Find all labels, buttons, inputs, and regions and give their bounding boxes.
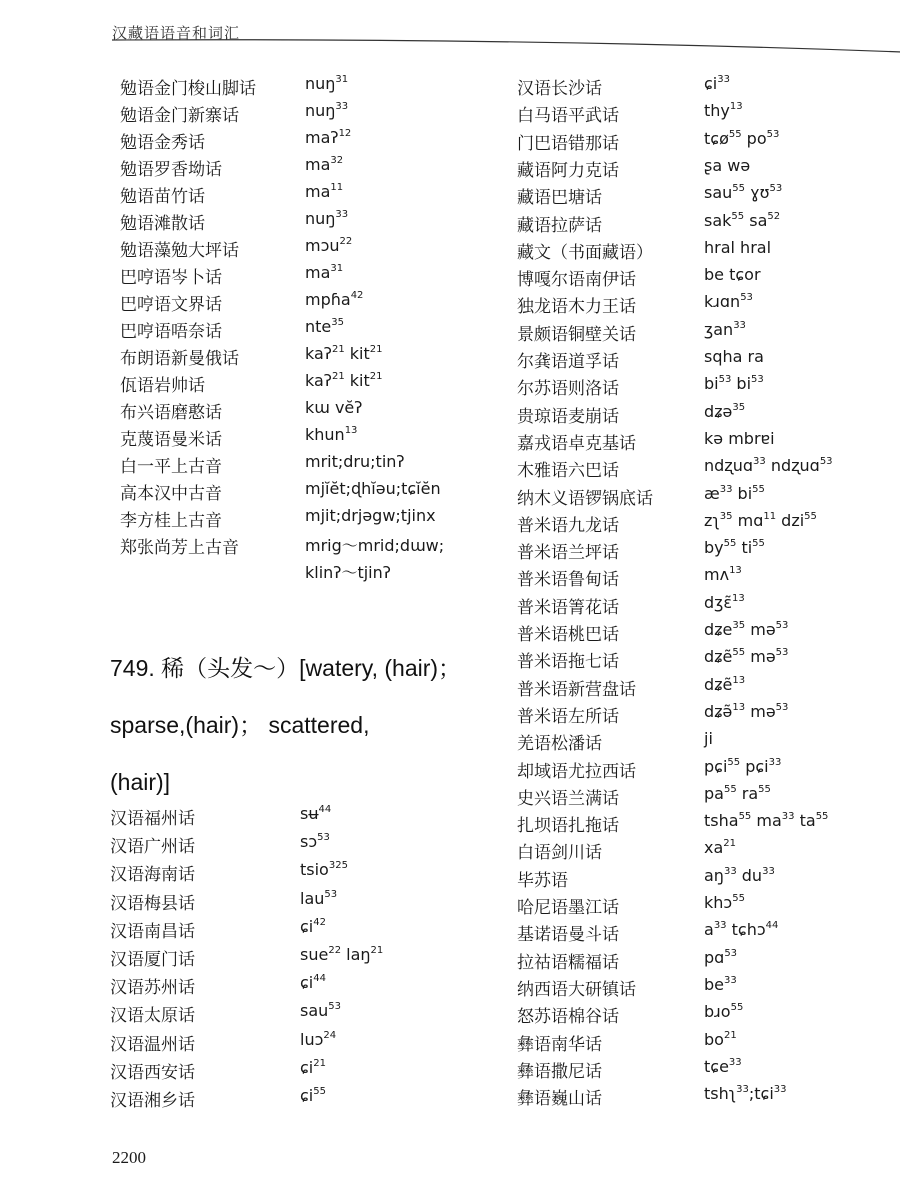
page-number: 2200 [112,1148,146,1167]
dialect-name: 汉语福州话 [110,809,195,828]
phonetic-form: bɹo$^{55}$ [704,1002,744,1022]
phonetic-form: $xa^{21}$ [704,838,737,858]
phonetic-form: tɕø$^{55}$ $po^{53}$ [704,128,780,148]
dialect-name: 却域语尤拉西话 [517,761,636,781]
phonetic-form: zʅ$^{35}$ mɑ$^{11}$ dzi$^{55}$ [704,510,817,530]
dialect-name: 彝语撒尼话 [517,1061,602,1081]
phonetic-form: nuŋ$^{33}$ [305,209,349,228]
dialect-name: 汉语太原话 [110,1006,195,1026]
dialect-name: 普米语箐花话 [517,597,619,617]
dialect-name: 博嘎尔语南伊话 [517,270,636,290]
dialect-name: 彝语南华话 [517,1034,602,1054]
phonetic-form: sʉ$^{44}$ [300,804,332,823]
phonetic-form: $bi^{53}$ $bi^{53}$ [704,374,764,394]
dialect-name: 羌语松潘话 [517,734,602,754]
dialect-name: 汉语温州话 [110,1034,195,1054]
dialect-name: 普米语鲁甸话 [517,570,619,590]
dialect-name: 巴哼语岑卜话 [120,268,222,287]
dialect-name: 白马语平武话 [517,106,619,126]
phonetic-form: mjĭĕt;ɖhĭəu;tɕĭĕn [305,479,441,498]
phonetic-form: mɔu$^{22}$ [305,236,353,255]
dialect-name: 勉语金秀话 [120,133,205,152]
phonetic-form: tsio$^{325}$ [300,860,348,880]
dialect-name: 藏语阿力克话 [517,160,619,180]
dialect-name: 克蔑语曼米话 [120,430,222,449]
entry-head-char: 稀（头发～） [161,655,300,681]
dialect-name: 普米语拖七话 [517,652,619,672]
phonetic-form: $by^{55}$ $ti^{55}$ [704,538,765,558]
dialect-name: 基诺语曼斗话 [517,925,619,945]
phonetic-form: mpɦa$^{42}$ [305,290,364,309]
dialect-name: 布兴语磨憨话 [120,403,222,422]
header-rule [112,34,900,54]
phonetic-form: $pa^{55}$ $ra^{55}$ [704,783,771,803]
phonetic-form: tshʅ$^{33}$;tɕi$^{33}$ [704,1084,787,1104]
dialect-name: 汉语厦门话 [110,950,195,969]
dialect-name: 藏文（书面藏语） [517,242,653,262]
dialect-name: 汉语苏州话 [110,978,195,998]
phonetic-form: sak$^{55}$ $sa^{52}$ [704,210,781,230]
dialect-name: 汉语长沙话 [517,79,602,98]
dialect-name: 巴哼语文界话 [120,295,222,314]
phonetic-form: ʂa wə [704,155,751,175]
dialect-name: 李方桂上古音 [120,511,222,530]
dialect-name: 普米语桃巴话 [517,625,619,644]
dialect-name: 高本汉中古音 [120,484,222,503]
dialect-name: 勉语罗香坳话 [120,160,222,179]
dialect-name: 尔龚语道孚话 [517,352,619,371]
phonetic-form: kaʔ$^{21}$ kit$^{21}$ [305,344,383,363]
phonetic-form: hral hral [704,237,772,257]
phonetic-form: ɕi$^{44}$ [300,973,326,993]
dialect-name: 毕苏语 [517,870,568,890]
phonetic-form: nte$^{35}$ [305,317,344,336]
phonetic-form: sau$^{55}$ ɣʊ$^{53}$ [704,183,783,203]
phonetic-form: sau$^{53}$ [300,1001,342,1021]
entry-heading: 749. 稀（头发～）[watery, (hair)； sparse,(hair)； scattered, (hair)] [110,655,462,795]
dialect-name: 勉语苗竹话 [120,187,205,206]
phonetic-form: $ma^{32}$ [305,155,344,174]
phonetic-form: dʑə̃$^{13}$ mə$^{53}$ [704,701,789,721]
phonetic-form: sue$^{22}$ laŋ$^{21}$ [300,945,384,964]
dialect-name: 郑张尚芳上古音 [120,538,239,557]
dialect-name: 普米语左所话 [517,706,619,726]
phonetic-form: dʒɛ̃$^{13}$ [704,592,745,612]
phonetic-form: sɔ$^{53}$ [300,832,330,852]
phonetic-form: $æ^{33}$ $bi^{55}$ [704,483,765,503]
phonetic-form: pɑ$^{53}$ [704,947,738,967]
dialect-name: 扎坝语扎拖话 [517,816,619,836]
dialect-name: 汉语广州话 [110,837,195,857]
phonetic-form: lau$^{53}$ [300,888,338,908]
dialect-name: 贵琼语麦崩话 [517,406,619,426]
dialect-name: 布朗语新曼俄话 [120,349,239,368]
dialect-name: 藏语拉萨话 [517,215,602,235]
dialect-name: 普米语新营盘话 [517,679,636,699]
phonetic-form: ji [704,729,713,749]
dialect-name: 纳木义语锣锅底话 [517,488,653,508]
dialect-name: 巴哼语唔奈话 [120,322,222,341]
dialect-name: 普米语九龙话 [517,515,619,535]
dialect-name: 佤语岩帅话 [120,376,205,395]
phonetic-form: $be^{33}$ [704,974,737,994]
phonetic-form: $ma^{31}$ [305,263,344,282]
dialect-name: 藏语巴塘话 [517,188,602,208]
dialect-name: 汉语海南话 [110,865,195,885]
phonetic-form: ɕi$^{21}$ [300,1057,326,1077]
phonetic-form: kə mbrɐi [704,428,775,448]
dialect-name: 汉语梅县话 [110,893,195,913]
phonetic-form: khun$^{13}$ [305,425,358,444]
phonetic-form: be tɕor [704,265,761,285]
phonetic-form: tsha$^{55}$ $ma^{33}$ $ta^{55}$ [704,811,829,831]
dialect-name: 勉语金门新寨话 [120,106,239,125]
dialect-name: 汉语湘乡话 [110,1091,195,1110]
dialect-name: 木雅语六巴话 [517,461,619,481]
phonetic-form: dʑẽ$^{55}$ mə$^{53}$ [704,647,789,667]
dialect-name: 勉语藻勉大坪话 [120,241,239,260]
dialect-name: 勉语滩散话 [120,214,205,233]
dialect-name: 汉语西安话 [110,1062,195,1082]
dialect-name: 纳西语大研镇话 [517,979,636,999]
phonetic-form: luɔ$^{24}$ [300,1029,337,1049]
phonetic-form: dʑe$^{35}$ mə$^{53}$ [704,620,789,639]
dialect-name: 史兴语兰满话 [517,788,619,808]
phonetic-form: ndʐuɑ$^{33}$ ndʐuɑ$^{53}$ [704,456,833,476]
phonetic-form: sqha ra [704,347,764,366]
phonetic-form: klinʔ～tjinʔ [305,563,391,582]
phonetic-form: dʑẽ$^{13}$ [704,674,746,694]
dialect-name: 独龙语木力王话 [517,297,636,317]
phonetic-form: pɕi$^{55}$ pɕi$^{33}$ [704,756,782,776]
running-header: 汉藏语语音和词汇 [112,26,241,42]
dialect-name: 勉语金门梭山脚话 [120,79,256,98]
phonetic-form: mrit;dru;tinʔ [305,452,405,471]
dialect-name: 嘉戎语卓克基话 [517,433,636,453]
dialect-name: 尔苏语则洛话 [517,379,619,399]
phonetic-form: nuŋ$^{33}$ [305,101,349,120]
phonetic-form: $ma^{11}$ [305,182,344,201]
dialect-name: 白一平上古音 [120,457,222,476]
dialect-name: 景颇语铜壁关话 [517,324,636,344]
dialect-name: 拉祜语糯福话 [517,952,619,972]
phonetic-form: mʌ$^{13}$ [704,565,742,585]
phonetic-form: $a^{33}$ tɕhɔ$^{44}$ [704,920,779,940]
phonetic-form: ʒan$^{33}$ [704,319,746,339]
dialect-name: 汉语南昌话 [110,921,195,941]
phonetic-form: kɹɑn$^{53}$ [704,292,753,312]
phonetic-form: ɕi$^{55}$ [300,1086,326,1105]
dialect-name: 哈尼语墨江话 [517,898,619,917]
dialect-name: 怒苏语棉谷话 [517,1007,619,1027]
phonetic-form: $aŋ^{33}$ $du^{33}$ [704,865,775,885]
phonetic-form: nuŋ$^{31}$ [305,74,349,93]
phonetic-form: maʔ$^{12}$ [305,128,352,147]
dialect-name: 彝语巍山话 [517,1089,602,1109]
dialect-name: 普米语兰坪话 [517,543,619,563]
phonetic-form: kɯ vĕʔ [305,398,363,417]
phonetic-form: dʑə$^{35}$ [704,401,746,421]
phonetic-form: ɕi$^{42}$ [300,916,326,936]
dialect-name: 门巴语错那话 [517,133,619,153]
phonetic-form: tɕe$^{33}$ [704,1056,742,1076]
phonetic-form: kaʔ$^{21}$ kit$^{21}$ [305,371,383,390]
phonetic-form: thy$^{13}$ [704,101,743,121]
phonetic-form: mrig～mrid;dɯw; [305,536,445,555]
phonetic-form: khɔ$^{55}$ [704,893,745,912]
phonetic-form: ɕi$^{33}$ [704,74,730,93]
phonetic-form: $bo^{21}$ [704,1029,737,1049]
dialect-name: 白语剑川话 [517,843,602,863]
phonetic-form: mjit;drjəgw;tjinx [305,506,436,525]
